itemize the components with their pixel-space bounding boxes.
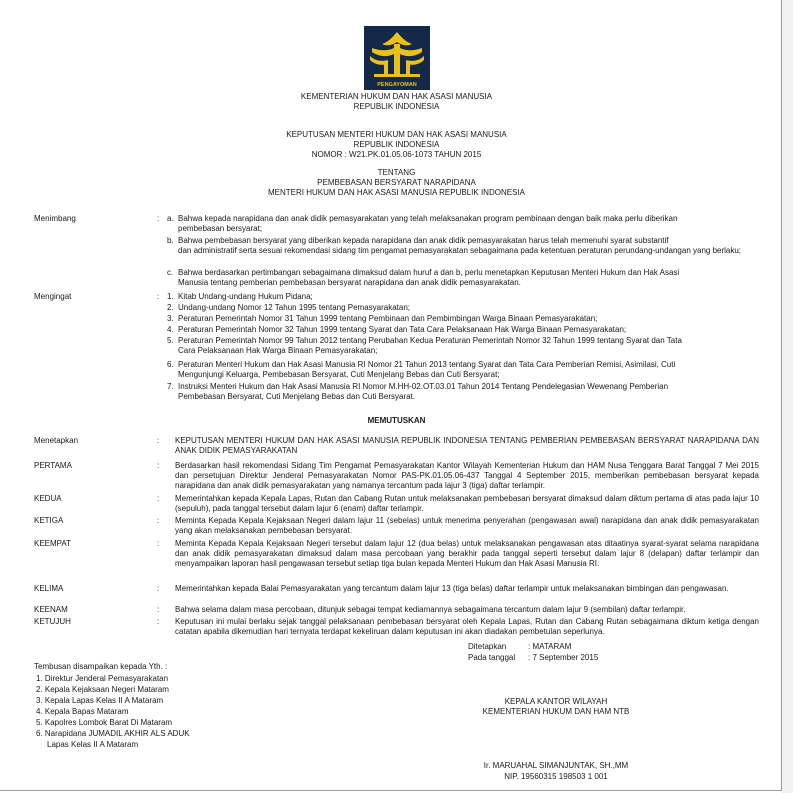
mengingat-item-cont: Cara Pelaksanaan Hak Warga Binaan Pemasyarakatan;	[178, 346, 378, 355]
item-text: Peraturan Pemerintah Nomor 32 Tahun 1999 tentang Syarat dan Tata Cara Pelaksanaan Hak Warga Binaan Pemasyarakatan;	[178, 325, 627, 334]
menimbang-item	[167, 214, 759, 224]
colon: :	[157, 494, 160, 503]
logo-caption: PENGAYOMAN	[377, 82, 417, 88]
diktum-label: Menetapkan	[34, 436, 79, 445]
item-text: Peraturan Menteri Hukum dan Hak Asasi Manusia RI Nomor 21 Tahun 2013 tentang Syarat dan Tata Cara Pemberian Remisi, Asimilasi, Cuti	[178, 360, 676, 369]
diktum-text: Keputusan ini mulai berlaku sejak tanggal pelaksanaan pembebasan bersyarat oleh Kepala Lapas, Rutan dan Cabang Rutan sebagaimana diktum ketiga dengan catatan apabila dikemudian hari ternyata terdapat kekeliruan dalam keputusan ini akan diadakan pembetulan seperlunya.	[175, 617, 759, 636]
decree-subject: PEMBEBASAN BERSYARAT NARAPIDANA	[317, 178, 476, 187]
ditetapkan-label: Ditetapkan	[468, 642, 507, 651]
mengingat-item	[167, 314, 759, 324]
diktum-label: KETUJUH	[34, 617, 71, 626]
colon: :	[157, 617, 160, 626]
tembusan-item: 5. Kapolres Lombok Barat Di Mataram	[36, 718, 173, 727]
tembusan-item: 3. Kepala Lapas Kelas II A Mataram	[36, 696, 164, 705]
tanggal-value: : 7 September 2015	[528, 653, 599, 662]
item-text: Kitab Undang-undang Hukum Pidana;	[178, 292, 313, 301]
menimbang-item-cont: Manusia tentang pemberian pembebasan bersyarat narapidana dan anak didik pemasyarakatan.	[178, 278, 521, 287]
diktum-label: KELIMA	[34, 584, 64, 593]
item-number: a.	[167, 214, 174, 223]
tembusan-item: 1. Direktur Jenderal Pemasyarakatan	[36, 674, 169, 683]
diktum-text: Memerintahkan kepada Kepala Lapas, Rutan dan Cabang Rutan untuk melaksanakan pembebasan bersyarat dimaksud dalam diktum pertama di atas pada lajur 10 (sepuluh), pada tanggal tersebut dalam lajur 6 (enam) daftar terlampir.	[175, 494, 759, 513]
item-text: Bahwa kepada narapidana dan anak didik pemasyarakatan yang telah melaksanakan program pembinaan dengan baik maka perlu diberikan	[178, 214, 678, 223]
memutuskan-heading: MEMUTUSKAN	[367, 416, 426, 425]
signature-name: Ir. MARUAHAL SIMANJUNTAK, SH.,MM	[483, 761, 629, 770]
tembusan-item: 4. Kepala Bapas Mataram	[36, 707, 129, 716]
signature-office: KEPALA KANTOR WILAYAH	[504, 697, 608, 706]
menimbang-item-cont: pembebasan bersyarat;	[178, 224, 263, 233]
item-text: Instruksi Menteri Hukum dan Hak Asasi Manusia RI Nomor M.HH-02.OT.03.01 Tahun 2014 Tentang Pendelegasian Wewenang Pemberian	[178, 382, 669, 391]
item-text: Bahwa berdasarkan pertimbangan sebagaimana dimaksud dalam huruf a dan b, perlu menetapkan Keputusan Menteri Hukum dan Hak Asasi	[178, 268, 680, 277]
diktum-label: KETIGA	[34, 516, 64, 525]
diktum-text: Meminta Kepada Kepala Kejaksaan Negeri tersebut dalam lajur 12 (dua belas) untuk melaksanakan pengawasan atas ditaatinya syarat-syarat selama narapidana dan anak didik pemasyarakatan dimaksud dalam masa percobaan yang berakhir pada tanggal seperti tersebut dalam lajur 8 (delapan) daftar terlampir dan menyampaikan laporan hasil pengawasan tersebut setiap tiga bulan kepada Menteri Hukum dan Hak Asasi Manusia RI.	[175, 539, 759, 568]
item-number: 7.	[167, 382, 174, 391]
item-text: Peraturan Pemerintah Nomor 99 Tahun 2012 tentang Perubahan Kedua Peraturan Pemerintah Nomor 32 Tahun 1999 tentang Syarat dan Tata	[178, 336, 682, 345]
menimbang-label: Menimbang	[34, 214, 76, 223]
tembusan-item-cont: Lapas Kelas II A Mataram	[47, 740, 139, 749]
republic-name: REPUBLIK INDONESIA	[353, 102, 440, 111]
item-text: Undang-undang Nomor 12 Tahun 1995 tentang Pemasyarakatan;	[178, 303, 411, 312]
tembusan-item: 6. Narapidana JUMADIL AKHIR ALS ADUK	[36, 729, 190, 738]
mengingat-item	[167, 325, 759, 335]
item-text: Peraturan Pemerintah Nomor 31 Tahun 1999 tentang Pembinaan dan Pembimbingan Warga Binaan Pemasyarakatan;	[178, 314, 598, 323]
mengingat-item	[167, 303, 759, 313]
diktum-text: Bahwa selama dalam masa percobaan, ditunjuk sebagai tempat kediamannya sebagaimana tercantum dalam lajur 9 (sembilan) daftar terlampir.	[175, 605, 686, 614]
signature-ministry: KEMENTERIAN HUKUM DAN HAM NTB	[482, 707, 630, 716]
viewer-gutter	[782, 0, 793, 793]
diktum-label: PERTAMA	[34, 461, 72, 470]
ministry-name: KEMENTERIAN HUKUM DAN HAK ASASI MANUSIA	[300, 92, 493, 101]
diktum-text: Meminta Kepada Kepala Kejaksaan Negeri dalam lajur 11 (sebelas) untuk menerima penyerahan (pengawasan awal) narapidana dan anak didik pemasyarakatan yang akan melaksanakan pembebasan bersyarat.	[175, 516, 759, 535]
tembusan-title: Tembusan disampaikan kepada Yth. :	[34, 662, 168, 671]
colon: :	[157, 516, 160, 525]
colon: :	[157, 214, 160, 223]
diktum-label: KEENAM	[34, 605, 68, 614]
diktum-text: Memerintahkan kepada Balai Pemasyarakatan yang tercantum dalam lajur 13 (tiga belas) daftar terlampir untuk melaksanakan bimbingan dan pengawasan.	[175, 584, 729, 593]
colon: :	[157, 605, 160, 614]
item-text: Bahwa pembebasan bersyarat yang diberikan kepada narapidana dan anak didik pemasyarakatan harus telah memenuhi syarat substantif	[178, 236, 669, 245]
item-number: 1.	[167, 292, 174, 301]
item-number: 2.	[167, 303, 174, 312]
ditetapkan-value: : MATARAM	[528, 642, 572, 651]
diktum-text: Berdasarkan hasil rekomendasi Sidang Tim Pengamat Pemasyarakatan Kantor Wilayah Kementerian Hukum dan HAM Nusa Tenggara Barat Tanggal 7 Mei 2015 dan persetujuan Direktur Jenderal Pemasyarakatan Nomor PAS-PK.01.05.06-437 Tanggal 4 September 2015, memberikan pembebasan bersyarat kepada narapidana dan anak didik pemasyarakatan yang namanya tercantum pada lajur 3 (tiga) daftar terlampir.	[175, 461, 759, 490]
item-number: 6.	[167, 360, 174, 369]
diktum-text: KEPUTUSAN MENTERI HUKUM DAN HAK ASASI MANUSIA REPUBLIK INDONESIA TENTANG PEMBERIAN PEMBEBASAN BERSYARAT NARAPIDANA DAN ANAK DIDIK PEMASYARAKATAN	[175, 436, 759, 455]
mengingat-item	[167, 360, 759, 370]
diktum-label: KEEMPAT	[34, 539, 72, 548]
mengingat-item-cont: Pembebasan Bersyarat, Cuti Menjelang Bebas dan Cuti Bersyarat.	[178, 392, 416, 401]
item-number: 4.	[167, 325, 174, 334]
decree-title: KEPUTUSAN MENTERI HUKUM DAN HAK ASASI MANUSIA	[286, 130, 507, 139]
mengingat-item	[167, 292, 759, 302]
pengayoman-logo	[364, 26, 430, 90]
menimbang-item	[167, 236, 759, 246]
menimbang-item	[167, 268, 759, 278]
tentang-heading: TENTANG	[377, 168, 416, 177]
decree-subject-2: MENTERI HUKUM DAN HAK ASASI MANUSIA REPUBLIK INDONESIA	[268, 188, 525, 197]
decree-number: NOMOR : W21.PK.01.05.06-1073 TAHUN 2015	[311, 150, 482, 159]
item-number: 3.	[167, 314, 174, 323]
item-number: c.	[167, 268, 174, 277]
item-number: b.	[167, 236, 174, 245]
tembusan-item: 2. Kepala Kejaksaan Negeri Mataram	[36, 685, 169, 694]
colon: :	[157, 436, 160, 445]
diktum-label: KEDUA	[34, 494, 62, 503]
colon: :	[157, 461, 160, 470]
signature-nip: NIP. 19560315 198503 1 001	[504, 772, 608, 781]
colon: :	[157, 539, 160, 548]
mengingat-item-cont: Mengunjungi Keluarga, Pembebasan Bersyarat, Cuti Menjelang Bebas dan Cuti Bersyarat;	[178, 370, 500, 379]
decree-republic: REPUBLIK INDONESIA	[353, 140, 440, 149]
mengingat-label: Mengingat	[34, 292, 72, 301]
mengingat-item	[167, 336, 759, 346]
tanggal-label: Pada tanggal	[468, 653, 516, 662]
item-number: 5.	[167, 336, 174, 345]
menimbang-item-cont: dan administratif serta sesuai rekomendasi sidang tim pengamat pemasyarakatan sebagaimana pada ketentuan peraturan perundang-undangan yang berlaku;	[178, 246, 742, 255]
mengingat-item	[167, 382, 759, 392]
colon: :	[157, 584, 160, 593]
colon: :	[157, 292, 160, 301]
